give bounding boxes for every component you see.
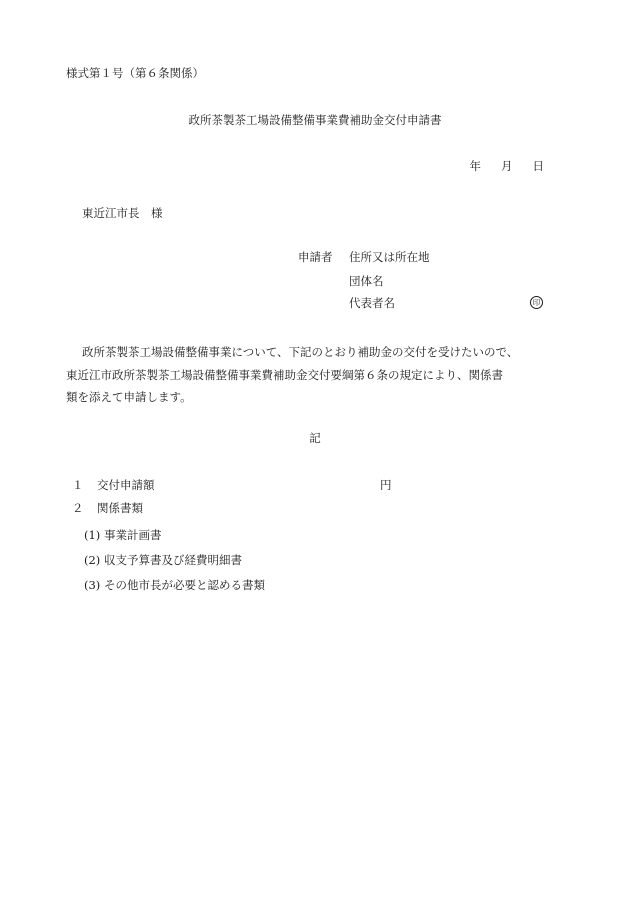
body-line: 類を添えて申請します。 bbox=[66, 390, 192, 404]
body-line: 政所茶製茶工場設備整備事業について、下記のとおり補助金の交付を受けたいので、 bbox=[82, 345, 519, 359]
date-year-label: 年 bbox=[469, 159, 481, 173]
applicant-organization-label: 団体名 bbox=[349, 274, 384, 288]
request-body bbox=[66, 341, 586, 409]
seal-mark-icon: 印 bbox=[530, 296, 543, 309]
item-label-related-documents: 関係書類 bbox=[97, 501, 143, 515]
form-number: 様式第１号（第６条関係） bbox=[66, 66, 204, 80]
date-month-label: 月 bbox=[501, 159, 513, 173]
date-day-label: 日 bbox=[532, 159, 544, 173]
applicant-label: 申請者 bbox=[298, 250, 333, 264]
sub-item-business-plan: (1) 事業計画書 bbox=[84, 528, 162, 542]
applicant-representative-label: 代表者名 bbox=[349, 296, 395, 310]
body-line: 東近江市政所茶製茶工場設備整備事業費補助金交付要綱第６条の規定により、関係書 bbox=[66, 367, 503, 382]
date-line bbox=[470, 161, 545, 173]
sub-item-other-documents: (3) その他市長が必要と認める書類 bbox=[84, 578, 265, 592]
sub-item-budget-statement: (2) 収支予算書及び経費明細書 bbox=[84, 553, 242, 567]
item-number: ２ bbox=[72, 501, 84, 515]
document-title: 政所茶製茶工場設備整備事業費補助金交付申請書 bbox=[188, 113, 442, 127]
item-number: １ bbox=[72, 478, 84, 492]
yen-unit: 円 bbox=[380, 478, 392, 492]
item-label-application-amount: 交付申請額 bbox=[97, 478, 155, 492]
addressee: 東近江市長 様 bbox=[82, 206, 163, 220]
ki-heading: 記 bbox=[309, 431, 321, 445]
applicant-address-label: 住所又は所在地 bbox=[349, 250, 430, 264]
